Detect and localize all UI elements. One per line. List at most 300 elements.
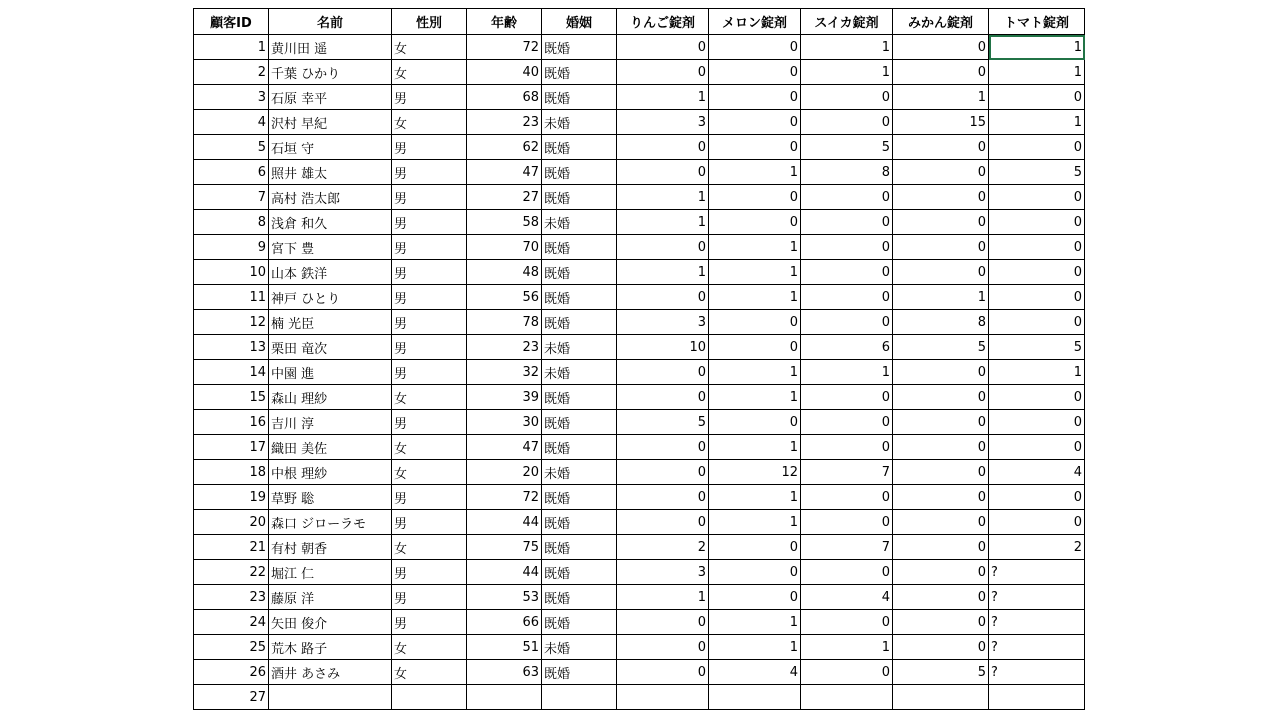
- cell-melon-tablet[interactable]: [709, 685, 801, 710]
- column-header-marital[interactable]: 婚姻: [542, 9, 617, 35]
- cell-tomato-tablet[interactable]: 5: [989, 335, 1085, 360]
- cell-gender[interactable]: 男: [392, 185, 467, 210]
- cell-gender[interactable]: 男: [392, 360, 467, 385]
- cell-marital[interactable]: 既婚: [542, 385, 617, 410]
- cell-age[interactable]: 75: [467, 535, 542, 560]
- cell-melon-tablet[interactable]: 1: [709, 360, 801, 385]
- cell-gender[interactable]: 男: [392, 135, 467, 160]
- cell-melon-tablet[interactable]: 0: [709, 135, 801, 160]
- cell-marital[interactable]: 既婚: [542, 285, 617, 310]
- cell-age[interactable]: 20: [467, 460, 542, 485]
- table-row: [194, 510, 1085, 535]
- cell-orange-tablet[interactable]: 0: [893, 235, 989, 260]
- cell-apple-tablet[interactable]: 0: [617, 460, 709, 485]
- cell-tomato-tablet[interactable]: 1: [989, 360, 1085, 385]
- column-header-age[interactable]: 年齢: [467, 9, 542, 35]
- cell-tomato-tablet[interactable]: 0: [989, 410, 1085, 435]
- cell-watermelon-tablet[interactable]: 0: [801, 410, 893, 435]
- column-header-tomato-tablet[interactable]: トマト錠剤: [989, 9, 1085, 35]
- cell-orange-tablet[interactable]: 0: [893, 460, 989, 485]
- cell-customer-id[interactable]: 4: [194, 110, 269, 135]
- cell-melon-tablet[interactable]: 0: [709, 560, 801, 585]
- cell-tomato-tablet[interactable]: 0: [989, 210, 1085, 235]
- cell-gender[interactable]: 男: [392, 210, 467, 235]
- cell-watermelon-tablet[interactable]: 0: [801, 660, 893, 685]
- cell-apple-tablet[interactable]: 0: [617, 35, 709, 60]
- cell-marital[interactable]: 既婚: [542, 310, 617, 335]
- cell-age[interactable]: 27: [467, 185, 542, 210]
- cell-watermelon-tablet[interactable]: 1: [801, 60, 893, 85]
- cell-gender[interactable]: 女: [392, 385, 467, 410]
- cell-marital[interactable]: 既婚: [542, 560, 617, 585]
- cell-age[interactable]: 63: [467, 660, 542, 685]
- cell-apple-tablet[interactable]: 0: [617, 360, 709, 385]
- column-header-orange-tablet[interactable]: みかん錠剤: [893, 9, 989, 35]
- cell-apple-tablet[interactable]: 5: [617, 410, 709, 435]
- cell-tomato-tablet[interactable]: 1: [989, 60, 1085, 85]
- cell-orange-tablet[interactable]: 0: [893, 535, 989, 560]
- table-row: [194, 210, 1085, 235]
- cell-apple-tablet[interactable]: 0: [617, 635, 709, 660]
- cell-watermelon-tablet[interactable]: 0: [801, 185, 893, 210]
- cell-customer-id[interactable]: 24: [194, 610, 269, 635]
- table-row: [194, 335, 1085, 360]
- cell-gender[interactable]: 女: [392, 435, 467, 460]
- cell-gender[interactable]: 男: [392, 510, 467, 535]
- cell-tomato-tablet[interactable]: 0: [989, 485, 1085, 510]
- cell-marital[interactable]: 既婚: [542, 585, 617, 610]
- cell-customer-id[interactable]: 15: [194, 385, 269, 410]
- cell-melon-tablet[interactable]: 1: [709, 260, 801, 285]
- cell-name[interactable]: 酒井 あさみ: [269, 660, 392, 685]
- cell-customer-id[interactable]: 11: [194, 285, 269, 310]
- cell-orange-tablet[interactable]: 8: [893, 310, 989, 335]
- cell-tomato-tablet[interactable]: ?: [989, 635, 1085, 660]
- column-header-name[interactable]: 名前: [269, 9, 392, 35]
- cell-apple-tablet[interactable]: 1: [617, 85, 709, 110]
- cell-tomato-tablet[interactable]: 0: [989, 510, 1085, 535]
- table-row: [194, 160, 1085, 185]
- cell-customer-id[interactable]: 2: [194, 60, 269, 85]
- cell-apple-tablet[interactable]: [617, 685, 709, 710]
- cell-apple-tablet[interactable]: 0: [617, 510, 709, 535]
- cell-customer-id[interactable]: 5: [194, 135, 269, 160]
- cell-age[interactable]: 39: [467, 385, 542, 410]
- cell-tomato-tablet[interactable]: 1: [989, 35, 1085, 60]
- cell-tomato-tablet[interactable]: 0: [989, 185, 1085, 210]
- cell-melon-tablet[interactable]: 0: [709, 60, 801, 85]
- cell-marital[interactable]: 未婚: [542, 460, 617, 485]
- cell-orange-tablet[interactable]: 0: [893, 260, 989, 285]
- cell-melon-tablet[interactable]: 12: [709, 460, 801, 485]
- cell-melon-tablet[interactable]: 1: [709, 385, 801, 410]
- cell-age[interactable]: 53: [467, 585, 542, 610]
- cell-melon-tablet[interactable]: 1: [709, 635, 801, 660]
- cell-age[interactable]: 48: [467, 260, 542, 285]
- cell-name[interactable]: 有村 朝香: [269, 535, 392, 560]
- cell-marital[interactable]: 既婚: [542, 235, 617, 260]
- cell-customer-id[interactable]: 17: [194, 435, 269, 460]
- cell-marital[interactable]: 既婚: [542, 260, 617, 285]
- cell-age[interactable]: 62: [467, 135, 542, 160]
- cell-tomato-tablet[interactable]: 0: [989, 85, 1085, 110]
- cell-name[interactable]: 楠 光臣: [269, 310, 392, 335]
- cell-gender[interactable]: 女: [392, 60, 467, 85]
- table-row: [194, 185, 1085, 210]
- cell-melon-tablet[interactable]: 1: [709, 435, 801, 460]
- cell-gender[interactable]: 男: [392, 235, 467, 260]
- cell-apple-tablet[interactable]: 0: [617, 160, 709, 185]
- cell-marital[interactable]: 既婚: [542, 535, 617, 560]
- cell-name[interactable]: 栗田 竜次: [269, 335, 392, 360]
- cell-melon-tablet[interactable]: 0: [709, 185, 801, 210]
- cell-customer-id[interactable]: 12: [194, 310, 269, 335]
- cell-customer-id[interactable]: 10: [194, 260, 269, 285]
- table-row: [194, 135, 1085, 160]
- cell-name[interactable]: 藤原 洋: [269, 585, 392, 610]
- cell-melon-tablet[interactable]: 1: [709, 235, 801, 260]
- cell-orange-tablet[interactable]: 0: [893, 410, 989, 435]
- cell-gender[interactable]: 女: [392, 635, 467, 660]
- cell-gender[interactable]: 男: [392, 560, 467, 585]
- cell-melon-tablet[interactable]: 1: [709, 285, 801, 310]
- cell-customer-id[interactable]: 1: [194, 35, 269, 60]
- cell-name[interactable]: 千葉 ひかり: [269, 60, 392, 85]
- cell-orange-tablet[interactable]: 0: [893, 585, 989, 610]
- cell-age[interactable]: 78: [467, 310, 542, 335]
- cell-marital[interactable]: 既婚: [542, 485, 617, 510]
- cell-watermelon-tablet[interactable]: 0: [801, 260, 893, 285]
- cell-gender[interactable]: 女: [392, 660, 467, 685]
- cell-marital[interactable]: 既婚: [542, 135, 617, 160]
- cell-apple-tablet[interactable]: 0: [617, 60, 709, 85]
- cell-orange-tablet[interactable]: 0: [893, 635, 989, 660]
- cell-watermelon-tablet[interactable]: 0: [801, 310, 893, 335]
- cell-name[interactable]: 森口 ジローラモ: [269, 510, 392, 535]
- cell-marital[interactable]: 未婚: [542, 360, 617, 385]
- column-header-watermelon-tablet[interactable]: スイカ錠剤: [801, 9, 893, 35]
- cell-watermelon-tablet[interactable]: 0: [801, 85, 893, 110]
- cell-orange-tablet[interactable]: 1: [893, 85, 989, 110]
- table-row: [194, 635, 1085, 660]
- cell-marital[interactable]: 未婚: [542, 335, 617, 360]
- cell-tomato-tablet[interactable]: 0: [989, 385, 1085, 410]
- cell-watermelon-tablet[interactable]: [801, 685, 893, 710]
- cell-customer-id[interactable]: 25: [194, 635, 269, 660]
- cell-gender[interactable]: 男: [392, 260, 467, 285]
- cell-apple-tablet[interactable]: 0: [617, 435, 709, 460]
- cell-customer-id[interactable]: 16: [194, 410, 269, 435]
- cell-gender[interactable]: 男: [392, 335, 467, 360]
- cell-name[interactable]: 織田 美佐: [269, 435, 392, 460]
- cell-apple-tablet[interactable]: 0: [617, 485, 709, 510]
- cell-tomato-tablet[interactable]: 0: [989, 310, 1085, 335]
- cell-age[interactable]: 51: [467, 635, 542, 660]
- cell-marital[interactable]: 既婚: [542, 410, 617, 435]
- cell-marital[interactable]: [542, 685, 617, 710]
- cell-age[interactable]: 47: [467, 160, 542, 185]
- cell-name[interactable]: 黄川田 遥: [269, 35, 392, 60]
- table-row: [194, 610, 1085, 635]
- cell-watermelon-tablet[interactable]: 0: [801, 485, 893, 510]
- cell-gender[interactable]: 女: [392, 535, 467, 560]
- cell-orange-tablet[interactable]: 5: [893, 660, 989, 685]
- cell-melon-tablet[interactable]: 1: [709, 610, 801, 635]
- spreadsheet: [193, 8, 1085, 720]
- cell-name[interactable]: 矢田 俊介: [269, 610, 392, 635]
- cell-orange-tablet[interactable]: 0: [893, 60, 989, 85]
- cell-watermelon-tablet[interactable]: 8: [801, 160, 893, 185]
- cell-apple-tablet[interactable]: 0: [617, 385, 709, 410]
- cell-melon-tablet[interactable]: 0: [709, 310, 801, 335]
- table-row: [194, 360, 1085, 385]
- cell-customer-id[interactable]: 19: [194, 485, 269, 510]
- cell-watermelon-tablet[interactable]: 4: [801, 585, 893, 610]
- cell-age[interactable]: 44: [467, 560, 542, 585]
- cell-marital[interactable]: 未婚: [542, 635, 617, 660]
- cell-age[interactable]: 58: [467, 210, 542, 235]
- cell-apple-tablet[interactable]: 10: [617, 335, 709, 360]
- cell-customer-id[interactable]: 3: [194, 85, 269, 110]
- cell-customer-id[interactable]: 18: [194, 460, 269, 485]
- cell-watermelon-tablet[interactable]: 1: [801, 35, 893, 60]
- cell-tomato-tablet[interactable]: 2: [989, 535, 1085, 560]
- cell-name[interactable]: 神戸 ひとり: [269, 285, 392, 310]
- cell-melon-tablet[interactable]: 0: [709, 85, 801, 110]
- cell-orange-tablet[interactable]: 0: [893, 510, 989, 535]
- table-row: [194, 585, 1085, 610]
- cell-apple-tablet[interactable]: 2: [617, 535, 709, 560]
- cell-watermelon-tablet[interactable]: 0: [801, 610, 893, 635]
- cell-name[interactable]: 草野 聡: [269, 485, 392, 510]
- cell-marital[interactable]: 既婚: [542, 185, 617, 210]
- table-row: [194, 110, 1085, 135]
- cell-customer-id[interactable]: 20: [194, 510, 269, 535]
- cell-marital[interactable]: 既婚: [542, 435, 617, 460]
- cell-marital[interactable]: 既婚: [542, 35, 617, 60]
- cell-tomato-tablet[interactable]: [989, 685, 1085, 710]
- cell-watermelon-tablet[interactable]: 0: [801, 510, 893, 535]
- cell-watermelon-tablet[interactable]: 7: [801, 535, 893, 560]
- cell-apple-tablet[interactable]: 1: [617, 260, 709, 285]
- cell-gender[interactable]: 男: [392, 410, 467, 435]
- table-row: [194, 35, 1085, 60]
- cell-marital[interactable]: 未婚: [542, 210, 617, 235]
- cell-orange-tablet[interactable]: 1: [893, 285, 989, 310]
- cell-age[interactable]: 72: [467, 35, 542, 60]
- cell-tomato-tablet[interactable]: ?: [989, 610, 1085, 635]
- cell-customer-id[interactable]: 7: [194, 185, 269, 210]
- cell-marital[interactable]: 既婚: [542, 85, 617, 110]
- cell-age[interactable]: 68: [467, 85, 542, 110]
- cell-customer-id[interactable]: 27: [194, 685, 269, 710]
- cell-gender[interactable]: 男: [392, 160, 467, 185]
- cell-tomato-tablet[interactable]: 4: [989, 460, 1085, 485]
- cell-apple-tablet[interactable]: 0: [617, 660, 709, 685]
- table-row: [194, 660, 1085, 685]
- cell-age[interactable]: [467, 685, 542, 710]
- cell-orange-tablet[interactable]: 0: [893, 185, 989, 210]
- cell-name[interactable]: 堀江 仁: [269, 560, 392, 585]
- cell-marital[interactable]: 既婚: [542, 610, 617, 635]
- cell-age[interactable]: 44: [467, 510, 542, 535]
- cell-age[interactable]: 23: [467, 110, 542, 135]
- cell-melon-tablet[interactable]: 4: [709, 660, 801, 685]
- cell-melon-tablet[interactable]: 0: [709, 35, 801, 60]
- cell-name[interactable]: 照井 雄太: [269, 160, 392, 185]
- cell-gender[interactable]: 男: [392, 85, 467, 110]
- cell-marital[interactable]: 既婚: [542, 510, 617, 535]
- cell-gender[interactable]: [392, 685, 467, 710]
- cell-watermelon-tablet[interactable]: 1: [801, 635, 893, 660]
- cell-name[interactable]: 吉川 淳: [269, 410, 392, 435]
- cell-name[interactable]: 沢村 早紀: [269, 110, 392, 135]
- cell-age[interactable]: 40: [467, 60, 542, 85]
- cell-orange-tablet[interactable]: 0: [893, 360, 989, 385]
- cell-age[interactable]: 70: [467, 235, 542, 260]
- cell-customer-id[interactable]: 8: [194, 210, 269, 235]
- cell-orange-tablet[interactable]: 0: [893, 210, 989, 235]
- cell-watermelon-tablet[interactable]: 0: [801, 285, 893, 310]
- cell-age[interactable]: 32: [467, 360, 542, 385]
- cell-apple-tablet[interactable]: 1: [617, 210, 709, 235]
- cell-name[interactable]: 宮下 豊: [269, 235, 392, 260]
- cell-tomato-tablet[interactable]: ?: [989, 585, 1085, 610]
- cell-apple-tablet[interactable]: 3: [617, 110, 709, 135]
- cell-apple-tablet[interactable]: 0: [617, 135, 709, 160]
- cell-orange-tablet[interactable]: 5: [893, 335, 989, 360]
- cell-melon-tablet[interactable]: 0: [709, 210, 801, 235]
- cell-orange-tablet[interactable]: [893, 685, 989, 710]
- cell-melon-tablet[interactable]: 1: [709, 485, 801, 510]
- cell-gender[interactable]: 女: [392, 110, 467, 135]
- cell-gender[interactable]: 男: [392, 285, 467, 310]
- cell-customer-id[interactable]: 6: [194, 160, 269, 185]
- cell-tomato-tablet[interactable]: ?: [989, 560, 1085, 585]
- cell-customer-id[interactable]: 21: [194, 535, 269, 560]
- cell-customer-id[interactable]: 23: [194, 585, 269, 610]
- cell-orange-tablet[interactable]: 0: [893, 35, 989, 60]
- cell-watermelon-tablet[interactable]: 0: [801, 235, 893, 260]
- cell-age[interactable]: 56: [467, 285, 542, 310]
- cell-apple-tablet[interactable]: 0: [617, 610, 709, 635]
- cell-melon-tablet[interactable]: 0: [709, 535, 801, 560]
- cell-marital[interactable]: 既婚: [542, 660, 617, 685]
- cell-tomato-tablet[interactable]: 0: [989, 135, 1085, 160]
- cell-tomato-tablet[interactable]: 0: [989, 435, 1085, 460]
- cell-watermelon-tablet[interactable]: 6: [801, 335, 893, 360]
- cell-gender[interactable]: 男: [392, 610, 467, 635]
- cell-age[interactable]: 72: [467, 485, 542, 510]
- cell-orange-tablet[interactable]: 0: [893, 485, 989, 510]
- cell-tomato-tablet[interactable]: 1: [989, 110, 1085, 135]
- cell-age[interactable]: 23: [467, 335, 542, 360]
- cell-orange-tablet[interactable]: 0: [893, 385, 989, 410]
- cell-apple-tablet[interactable]: 3: [617, 560, 709, 585]
- cell-marital[interactable]: 既婚: [542, 60, 617, 85]
- cell-age[interactable]: 30: [467, 410, 542, 435]
- cell-customer-id[interactable]: 13: [194, 335, 269, 360]
- cell-name[interactable]: 山本 鉄洋: [269, 260, 392, 285]
- cell-marital[interactable]: 未婚: [542, 110, 617, 135]
- cell-watermelon-tablet[interactable]: 0: [801, 385, 893, 410]
- cell-melon-tablet[interactable]: 1: [709, 160, 801, 185]
- cell-customer-id[interactable]: 26: [194, 660, 269, 685]
- cell-orange-tablet[interactable]: 0: [893, 435, 989, 460]
- cell-watermelon-tablet[interactable]: 1: [801, 360, 893, 385]
- cell-orange-tablet[interactable]: 15: [893, 110, 989, 135]
- cell-customer-id[interactable]: 22: [194, 560, 269, 585]
- cell-tomato-tablet[interactable]: 5: [989, 160, 1085, 185]
- cell-apple-tablet[interactable]: 1: [617, 185, 709, 210]
- cell-apple-tablet[interactable]: 3: [617, 310, 709, 335]
- cell-orange-tablet[interactable]: 0: [893, 560, 989, 585]
- cell-marital[interactable]: 既婚: [542, 160, 617, 185]
- cell-melon-tablet[interactable]: 0: [709, 585, 801, 610]
- cell-watermelon-tablet[interactable]: 7: [801, 460, 893, 485]
- cell-age[interactable]: 47: [467, 435, 542, 460]
- cell-tomato-tablet[interactable]: 0: [989, 235, 1085, 260]
- cell-name[interactable]: 浅倉 和久: [269, 210, 392, 235]
- customer-table: [193, 8, 1085, 710]
- cell-customer-id[interactable]: 14: [194, 360, 269, 385]
- cell-watermelon-tablet[interactable]: 0: [801, 210, 893, 235]
- cell-melon-tablet[interactable]: 0: [709, 335, 801, 360]
- cell-apple-tablet[interactable]: 1: [617, 585, 709, 610]
- table-row: [194, 435, 1085, 460]
- cell-name[interactable]: 石垣 守: [269, 135, 392, 160]
- column-header-apple-tablet[interactable]: りんご錠剤: [617, 9, 709, 35]
- cell-name[interactable]: 森山 理紗: [269, 385, 392, 410]
- cell-gender[interactable]: 男: [392, 310, 467, 335]
- cell-tomato-tablet[interactable]: ?: [989, 660, 1085, 685]
- cell-tomato-tablet[interactable]: 0: [989, 285, 1085, 310]
- cell-apple-tablet[interactable]: 0: [617, 285, 709, 310]
- cell-gender[interactable]: 女: [392, 35, 467, 60]
- table-row: [194, 410, 1085, 435]
- cell-watermelon-tablet[interactable]: 0: [801, 560, 893, 585]
- cell-watermelon-tablet[interactable]: 0: [801, 110, 893, 135]
- cell-gender[interactable]: 女: [392, 460, 467, 485]
- cell-name[interactable]: 石原 幸平: [269, 85, 392, 110]
- cell-apple-tablet[interactable]: 0: [617, 235, 709, 260]
- cell-melon-tablet[interactable]: 0: [709, 410, 801, 435]
- cell-orange-tablet[interactable]: 0: [893, 135, 989, 160]
- cell-orange-tablet[interactable]: 0: [893, 610, 989, 635]
- cell-age[interactable]: 66: [467, 610, 542, 635]
- table-row: [194, 535, 1085, 560]
- table-row: [194, 60, 1085, 85]
- cell-watermelon-tablet[interactable]: 0: [801, 435, 893, 460]
- column-header-gender[interactable]: 性別: [392, 9, 467, 35]
- column-header-customer-id[interactable]: 顧客ID: [194, 9, 269, 35]
- column-header-melon-tablet[interactable]: メロン錠剤: [709, 9, 801, 35]
- cell-name[interactable]: [269, 685, 392, 710]
- cell-melon-tablet[interactable]: 1: [709, 510, 801, 535]
- cell-name[interactable]: 中園 進: [269, 360, 392, 385]
- cell-watermelon-tablet[interactable]: 5: [801, 135, 893, 160]
- cell-name[interactable]: 荒木 路子: [269, 635, 392, 660]
- cell-gender[interactable]: 男: [392, 585, 467, 610]
- table-row: [194, 235, 1085, 260]
- cell-gender[interactable]: 男: [392, 485, 467, 510]
- cell-name[interactable]: 中根 理紗: [269, 460, 392, 485]
- cell-name[interactable]: 高村 浩太郎: [269, 185, 392, 210]
- cell-orange-tablet[interactable]: 0: [893, 160, 989, 185]
- cell-melon-tablet[interactable]: 0: [709, 110, 801, 135]
- cell-tomato-tablet[interactable]: 0: [989, 260, 1085, 285]
- cell-customer-id[interactable]: 9: [194, 235, 269, 260]
